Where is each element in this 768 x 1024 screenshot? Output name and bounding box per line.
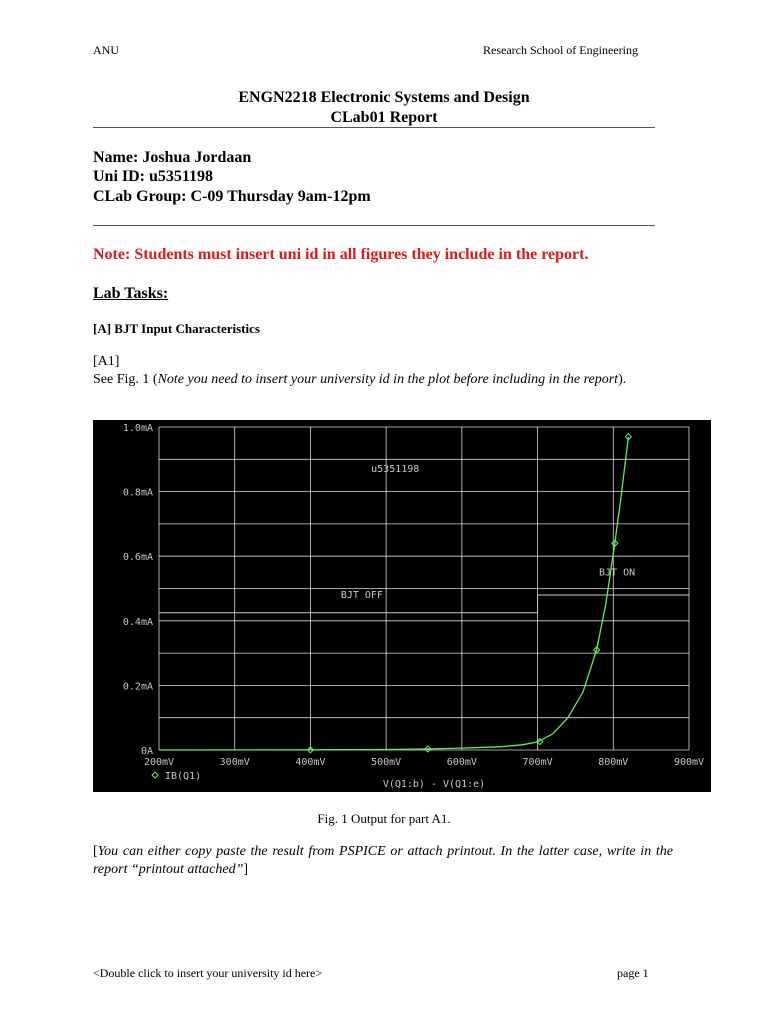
a1-see-suffix: ).: [618, 372, 627, 387]
y-tick-label: 0.4mA: [122, 616, 153, 628]
y-tick-label: 1.0mA: [122, 423, 153, 434]
x-tick-label: 500mV: [371, 757, 402, 768]
lab-tasks-label: Lab Tasks:: [93, 285, 169, 302]
pspice-plot: [93, 420, 711, 792]
chart-annotation: u5351198: [371, 464, 420, 476]
y-tick-label: 0A: [140, 746, 153, 757]
student-clab-group: CLab Group: C-09 Thursday 9am-12pm: [93, 188, 371, 205]
instructions-open: [: [93, 844, 98, 859]
student-uni-id: Uni ID: u5351198: [93, 168, 214, 185]
student-name: Name: Joshua Jordaan: [93, 149, 252, 166]
y-tick-label: 0.2mA: [122, 681, 153, 693]
a1-description: [93, 371, 673, 389]
chart-x-axis-label: V(Q1:b) - V(Q1:e): [382, 779, 486, 790]
instructions-close: ]: [243, 862, 249, 877]
instructions-text: [93, 843, 673, 879]
figure-caption: Fig. 1 Output for part A1.: [317, 811, 451, 826]
pspice-chart-svg: [93, 420, 711, 792]
x-tick-label: 400mV: [295, 757, 326, 768]
header-left: ANU: [93, 43, 119, 57]
chart-trace: [159, 434, 631, 753]
a1-label: [A1]: [93, 354, 120, 369]
legend-label: IB(Q1): [165, 771, 202, 782]
report-title: CLab01 Report: [330, 109, 438, 126]
x-tick-label: 200mV: [143, 757, 175, 768]
section-a-heading: [A] BJT Input Characteristics: [93, 321, 260, 336]
lab-tasks-heading: [93, 285, 168, 303]
chart-annotations: [341, 464, 635, 601]
x-tick-label: 900mV: [673, 757, 705, 768]
x-tick-label: 700mV: [522, 757, 553, 768]
chart-annotation: BJT ON: [599, 567, 636, 579]
y-tick-label: 0.6mA: [122, 552, 153, 564]
insert-id-note: Note: Students must insert uni id in all figures they include in the report.: [93, 246, 589, 263]
instructions-italic: You can either copy paste the result from PSPICE or attach printout. In the latter case, write in the report “printout attached”: [93, 844, 673, 877]
legend-marker: [152, 772, 158, 778]
x-tick-label: 600mV: [446, 757, 477, 768]
x-tick-label: 800mV: [598, 757, 629, 768]
a1-see-prefix: See Fig. 1 (: [93, 372, 158, 387]
title-divider: [93, 127, 655, 128]
a1-see-note: Note you need to insert your university id in the plot before including in the report: [157, 372, 619, 387]
chart-legend: [152, 771, 201, 782]
x-tick-label: 300mV: [219, 757, 250, 768]
chart-reference-lines: [159, 595, 689, 613]
report-course-title: ENGN2218 Electronic Systems and Design: [238, 89, 530, 106]
chart-annotation: BJT OFF: [340, 590, 383, 602]
y-tick-label: 0.8mA: [122, 487, 153, 499]
chart-grid: [159, 427, 689, 750]
footer-university-id-placeholder[interactable]: <Double click to insert your university id here>: [93, 966, 323, 980]
series-line-ib-q1: [159, 437, 628, 750]
info-divider: [93, 225, 655, 226]
footer-page-number: page 1: [617, 966, 649, 980]
header-right: Research School of Engineering: [483, 43, 638, 57]
